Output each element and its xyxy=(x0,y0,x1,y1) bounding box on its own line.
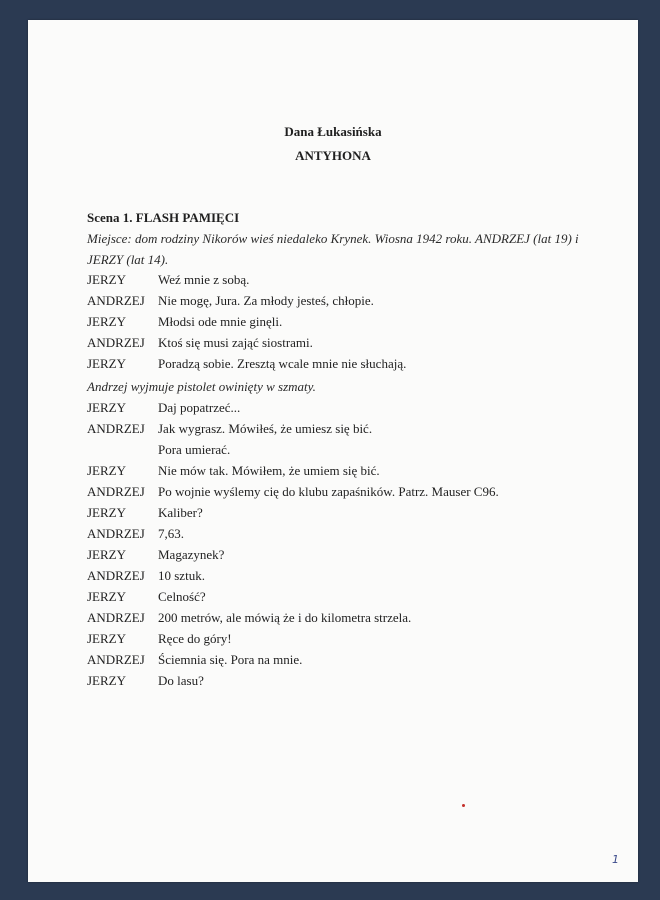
speech-text: Ręce do góry! xyxy=(158,631,232,646)
speaker-name: ANDRZEJ xyxy=(87,610,145,625)
speaker-name: ANDRZEJ xyxy=(87,335,145,350)
speaker-name: ANDRZEJ xyxy=(87,568,145,583)
speech-text: Kaliber? xyxy=(158,505,203,520)
speech-text: Pora umierać. xyxy=(158,442,231,457)
stage-direction-action: Andrzej wyjmuje pistolet owinięty w szmaty. xyxy=(87,379,316,394)
author-name: Dana Łukasińska xyxy=(284,124,382,139)
speaker-name: JERZY xyxy=(87,272,126,287)
speech-text: Daj popatrzeć... xyxy=(158,400,241,415)
speech-text: 7,63. xyxy=(158,526,184,541)
speech-text: Weź mnie z sobą. xyxy=(158,272,250,287)
speaker-name: JERZY xyxy=(87,400,126,415)
speech-text: Magazynek? xyxy=(158,547,225,562)
speech-text: Ściemnia się. Pora na mnie. xyxy=(158,652,303,667)
speaker-name: JERZY xyxy=(87,589,126,604)
speech-text: Ktoś się musi zająć siostrami. xyxy=(158,335,313,350)
speaker-name: ANDRZEJ xyxy=(87,652,145,667)
speaker-name: ANDRZEJ xyxy=(87,421,145,436)
speaker-name: JERZY xyxy=(87,505,126,520)
stage-direction-line: Miejsce: dom rodziny Nikorów wieś niedaleko Krynek. Wiosna 1942 roku. ANDRZEJ (lat 19) i xyxy=(87,231,579,246)
red-mark xyxy=(462,804,465,807)
speaker-name: ANDRZEJ xyxy=(87,484,145,499)
speaker-name: JERZY xyxy=(87,356,126,371)
speech-text: Nie mów tak. Mówiłem, że umiem się bić. xyxy=(158,463,380,478)
speaker-name: ANDRZEJ xyxy=(87,526,145,541)
speaker-name: JERZY xyxy=(87,547,126,562)
speaker-name: JERZY xyxy=(87,314,126,329)
page-number: 1 xyxy=(612,853,619,866)
scene-heading: Scena 1. FLASH PAMIĘCI xyxy=(87,210,240,225)
document-page xyxy=(28,20,638,882)
speech-text: Jak wygrasz. Mówiłeś, że umiesz się bić. xyxy=(158,421,373,436)
speech-text: Do lasu? xyxy=(158,673,204,688)
stage-direction-line: JERZY (lat 14). xyxy=(87,252,169,267)
speaker-name: JERZY xyxy=(87,631,126,646)
speaker-name: JERZY xyxy=(87,463,126,478)
speech-text: Nie mogę, Jura. Za młody jesteś, chłopie. xyxy=(158,293,374,308)
play-title: ANTYHONA xyxy=(295,148,371,163)
speaker-name: ANDRZEJ xyxy=(87,293,145,308)
speech-text: Celność? xyxy=(158,589,206,604)
stage-direction-setting xyxy=(87,228,587,270)
speech-text: Poradzą sobie. Zresztą wcale mnie nie słuchają. xyxy=(158,356,407,371)
speech-text: Po wojnie wyślemy cię do klubu zapaśników. Patrz. Mauser C96. xyxy=(158,484,499,499)
speech-text: 200 metrów, ale mówią że i do kilometra strzela. xyxy=(158,610,412,625)
speech-text: Młodsi ode mnie ginęli. xyxy=(158,314,283,329)
speech-text: 10 sztuk. xyxy=(158,568,205,583)
speaker-name: JERZY xyxy=(87,673,126,688)
